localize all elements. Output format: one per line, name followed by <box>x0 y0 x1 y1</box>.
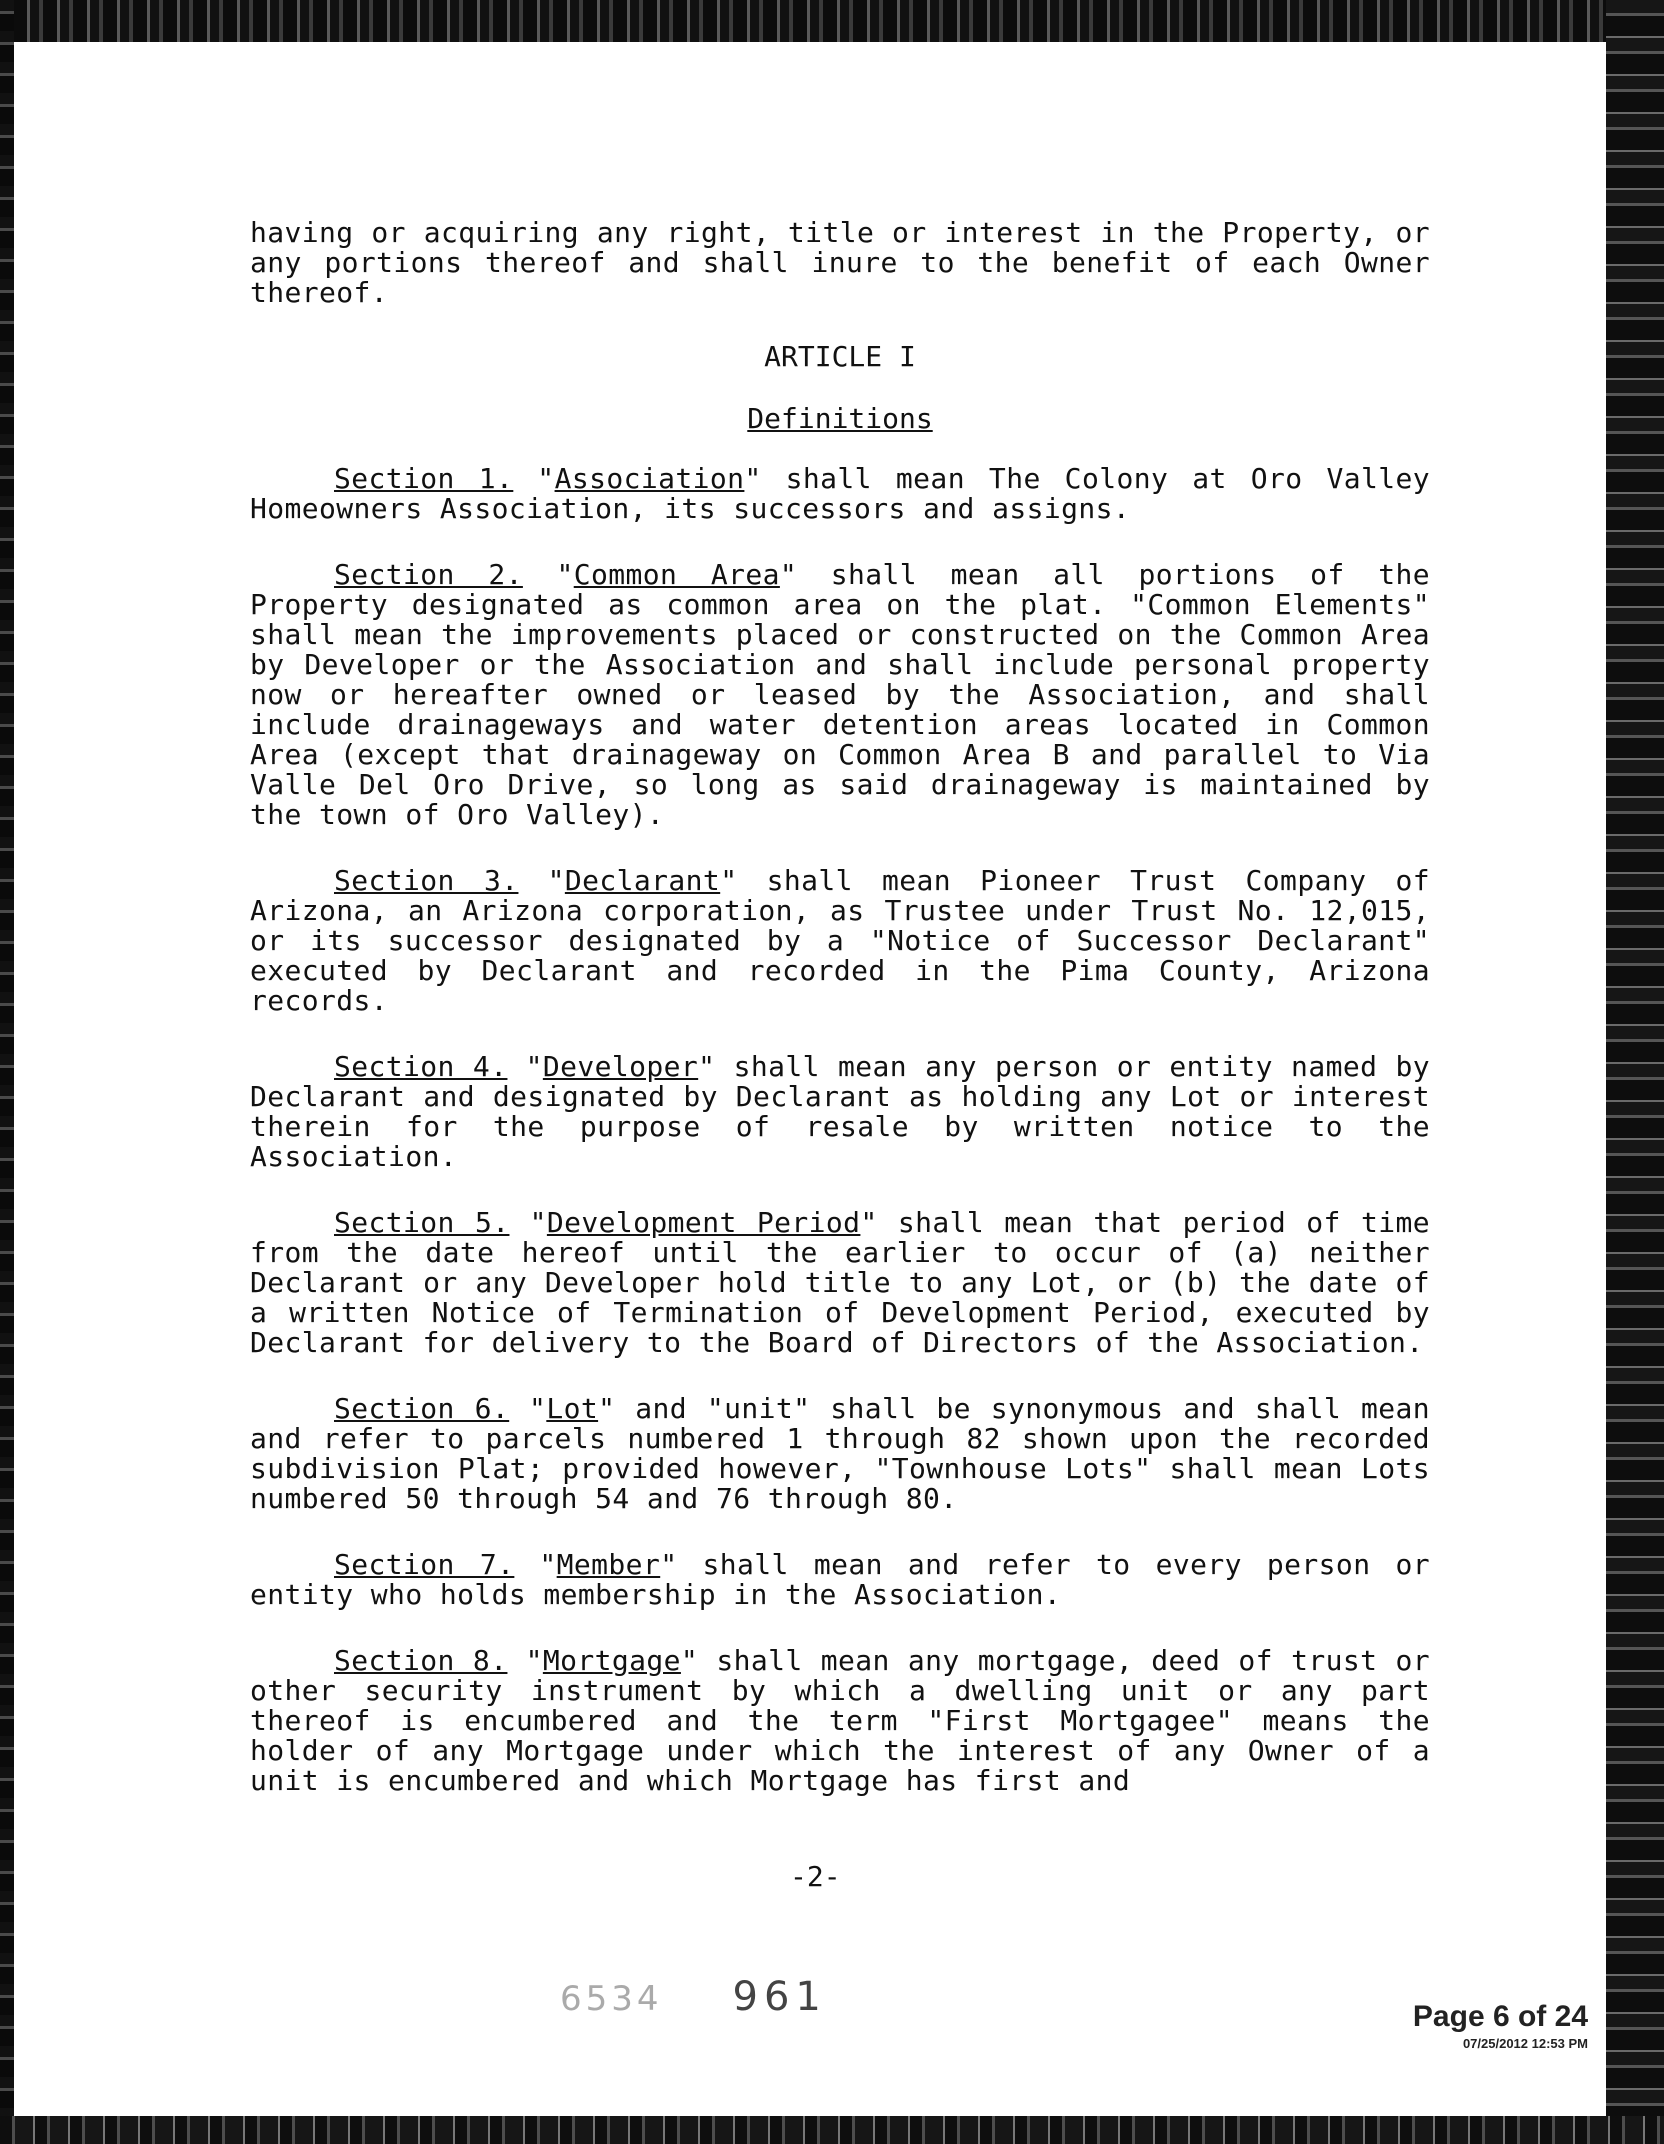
section-text: shall mean The Colony at Oro Valley Homeowners Association, its successors and assigns. <box>250 462 1431 525</box>
section-label: Section 3. <box>334 864 519 897</box>
footer-page-label: Page 6 of 24 <box>1412 2000 1588 2033</box>
section-text: shall mean and refer to every person or entity who holds membership in the Association. <box>250 1548 1431 1611</box>
definitions-heading: Definitions <box>747 402 933 435</box>
page-footer <box>1413 2000 1588 2051</box>
section-label: Section 1. <box>334 462 514 495</box>
scan-border-left <box>0 0 14 2144</box>
section-text: shall mean any mortgage, deed of trust or other security instrument by which a dwelling unit or any part thereof is encumbered and the term "First Mortgagee" means the holder of any Mortgage under which the interest of any Owner of a unit is encumbered and which Mortgage has first and <box>250 1644 1431 1797</box>
section-text: shall mean all portions of the Property designated as common area on the plat. "Common Elements" shall mean the improvements placed or constructed on the Common Area by Developer or the Association and shall include personal property now or hereafter owned or leased by the Association, and shall include drainageways and water detention areas located in Common Area (except that drainageway on Common Area B and parallel to Via Valle Del Oro Drive, so long as said drainageway is maintained by the town of Oro Valley). <box>250 558 1430 831</box>
definition-section: Section 1. "Association" shall mean The Colony at Oro Valley Homeowners Association, its successors and assigns. <box>250 462 1431 525</box>
defined-term: Mortgage <box>542 1644 681 1677</box>
scan-border-right <box>1606 0 1664 2144</box>
defined-term: Development Period <box>546 1206 861 1239</box>
section-label: Section 2. <box>334 558 523 591</box>
defined-term: Member <box>556 1548 661 1581</box>
section-text: and "unit" shall be synonymous and shall mean and refer to parcels numbered 1 through 82 shown upon the recorded subdivision Plat; provided however, "Townhouse Lots" shall mean Lots numbered 50 through 54 and 76 through 80. <box>250 1392 1431 1515</box>
definition-section: Section 2. "Common Area" shall mean all portions of the Property designated as common area on the plat. "Common Elements" shall mean the improvements placed or constructed on the Common Area by Developer or the Association and shall include personal property now or hereafter owned or leased by the Association, and shall include drainageways and water detention areas located in Common Area (except that drainageway on Common Area B and parallel to Via Valle Del Oro Drive, so long as said drainageway is maintained by the town of Oro Valley). <box>250 558 1430 831</box>
scan-border-top <box>0 0 1664 42</box>
section-label: Section 8. <box>334 1644 508 1677</box>
defined-term: Declarant <box>564 864 721 897</box>
recording-stamp <box>560 1974 827 2020</box>
section-label: Section 7. <box>334 1548 515 1581</box>
defined-term: Common Area <box>573 558 780 591</box>
stamp-number: 961 <box>732 1974 827 2020</box>
stamp-faint-number: 6534 <box>560 1979 663 2019</box>
definition-section: Section 7. "Member" shall mean and refer to every person or entity who holds membership in the Association. <box>250 1548 1431 1611</box>
section-text: shall mean any person or entity named by Declarant and designated by Declarant as holding any Lot or interest therein for the purpose of resale by written notice to the Association. <box>250 1050 1430 1173</box>
page-number: -2- <box>790 1860 841 1893</box>
definition-section: Section 6. "Lot" and "unit" shall be synonymous and shall mean and refer to parcels numbered 1 through 82 shown upon the recorded subdivision Plat; provided however, "Townhouse Lots" shall mean Lots numbered 50 through 54 and 76 through 80. <box>250 1392 1431 1515</box>
section-text: shall mean that period of time from the date hereof until the earlier to occur of (a) neither Declarant or any Developer hold title to any Lot, or (b) the date of a written Notice of Termination of Development Period, executed by Declarant for delivery to the Board of Directors of the Association. <box>250 1206 1430 1359</box>
definition-section: Section 3. "Declarant" shall mean Pioneer Trust Company of Arizona, an Arizona corporation, as Trustee under Trust No. 12,015, or its successor designated by a "Notice of Successor Declarant" executed by Declarant and recorded in the Pima County, Arizona records. <box>250 864 1430 1017</box>
section-label: Section 6. <box>334 1392 510 1425</box>
footer-timestamp: 07/25/2012 12:53 PM <box>1462 2036 1588 2051</box>
article-title: ARTICLE I <box>764 340 916 373</box>
definitions-list <box>250 464 1430 1796</box>
document-body <box>250 218 1430 1796</box>
scan-border-bottom <box>0 2116 1664 2144</box>
defined-term: Association <box>554 462 745 495</box>
section-label: Section 4. <box>334 1050 508 1083</box>
defined-term: Developer <box>542 1050 699 1083</box>
section-label: Section 5. <box>334 1206 510 1239</box>
intro-paragraph: having or acquiring any right, title or interest in the Property, or any portions thereof and shall inure to the benefit of each Owner thereof. <box>250 216 1430 309</box>
definition-section: Section 5. "Development Period" shall mean that period of time from the date hereof until the earlier to occur of (a) neither Declarant or any Developer hold title to any Lot, or (b) the date of a written Notice of Termination of Development Period, executed by Declarant for delivery to the Board of Directors of the Association. <box>250 1206 1430 1359</box>
defined-term: Lot <box>546 1392 599 1425</box>
section-text: shall mean Pioneer Trust Company of Arizona, an Arizona corporation, as Trustee under Trust No. 12,015, or its successor designated by a "Notice of Successor Declarant" executed by Declarant and recorded in the Pima County, Arizona records. <box>250 864 1430 1017</box>
definition-section: Section 8. "Mortgage" shall mean any mortgage, deed of trust or other security instrument by which a dwelling unit or any part thereof is encumbered and the term "First Mortgagee" means the holder of any Mortgage under which the interest of any Owner of a unit is encumbered and which Mortgage has first and <box>250 1644 1431 1797</box>
definition-section: Section 4. "Developer" shall mean any person or entity named by Declarant and designated by Declarant as holding any Lot or interest therein for the purpose of resale by written notice to the Association. <box>250 1050 1430 1173</box>
